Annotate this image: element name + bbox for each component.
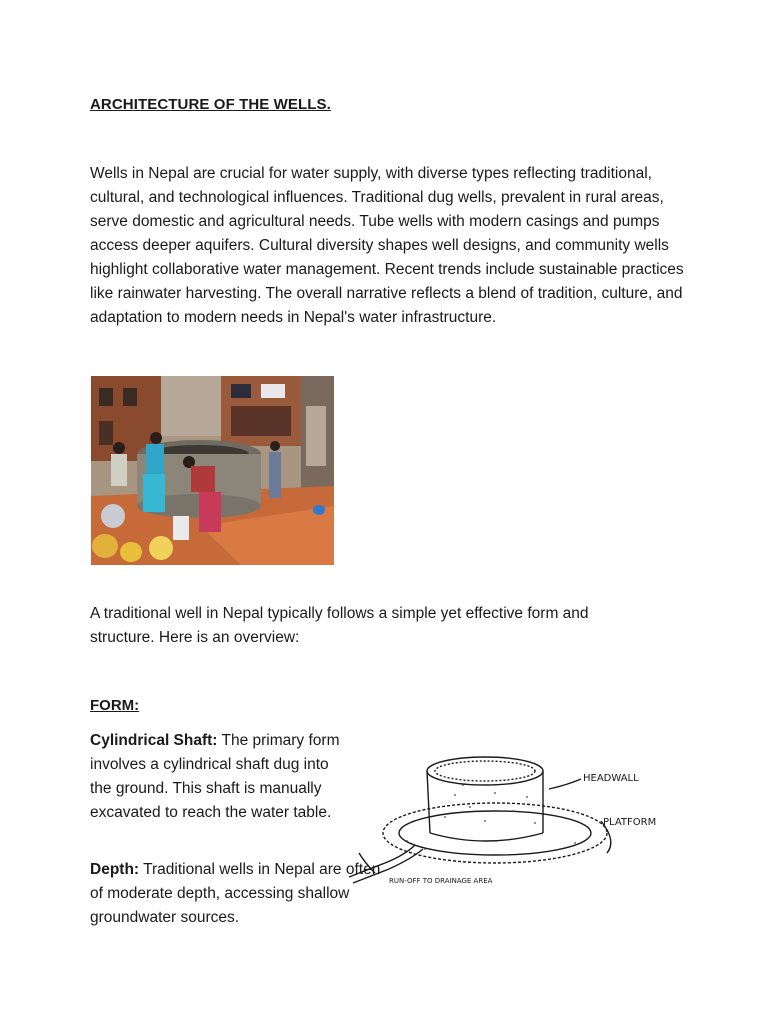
headwall-label: HEADWALL	[583, 773, 639, 784]
overview-paragraph: A traditional well in Nepal typically follows a simple yet effective form and structure. Here is an overview:	[90, 605, 589, 646]
platform-label: PLATFORM	[603, 817, 657, 828]
depth-label: Depth:	[90, 861, 140, 878]
cylindrical-shaft-label: Cylindrical Shaft:	[90, 732, 218, 749]
well-photo	[91, 376, 334, 565]
depth-text: Traditional wells in Nepal are often of moderate depth, accessing shallow groundwater sources.	[90, 861, 381, 926]
cylindrical-shaft-paragraph	[90, 729, 340, 825]
intro-paragraph: Wells in Nepal are crucial for water supply, with diverse types reflecting traditional, cultural, and technological influences. Traditional dug wells, prevalent in rural areas, serve domestic and agricultural needs. Tube wells with modern casings and pumps access deeper aquifers. Cultural diversity shapes well designs, and community wells highlight collaborative water management. Recent trends include sustainable practices like rainwater harvesting. The overall narrative reflects a blend of tradition, culture, and adaptation to modern needs in Nepal's water infrastructure.	[90, 165, 684, 326]
well-diagram	[345, 745, 680, 890]
page-title: ARCHITECTURE OF THE WELLS.	[90, 96, 331, 113]
form-heading: FORM:	[90, 697, 140, 714]
cylindrical-shaft-text: The primary form involves a cylindrical shaft dug into the ground. This shaft is manually excavated to reach the water table.	[90, 732, 340, 821]
runoff-label: RUN-OFF TO DRAINAGE AREA	[389, 877, 493, 885]
